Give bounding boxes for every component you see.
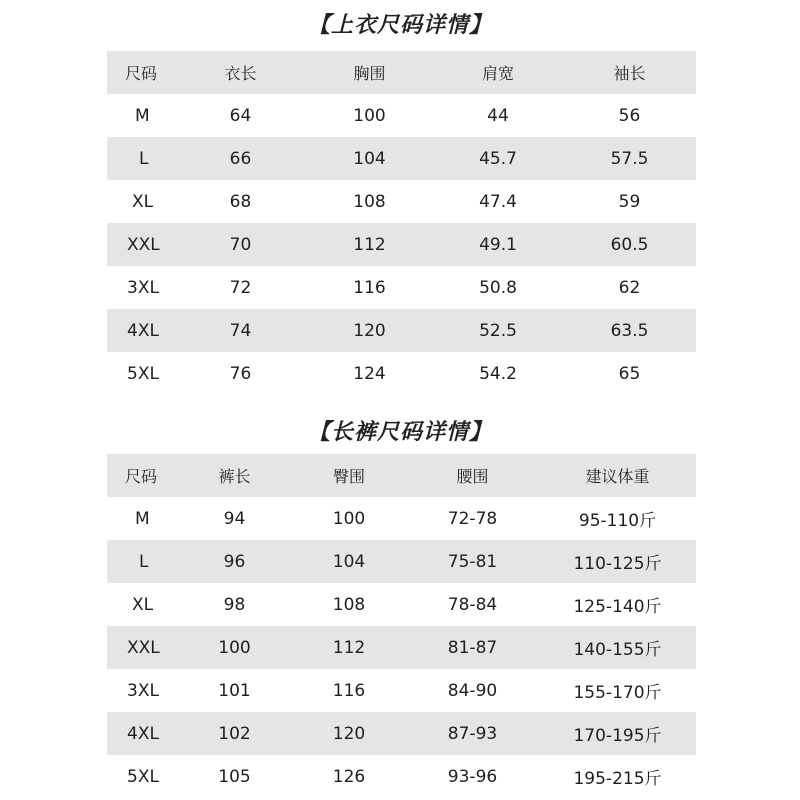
table-row (107, 352, 696, 395)
table-cell: 100 (332, 508, 366, 529)
table-row (107, 223, 696, 266)
table-cell: 60.5 (563, 223, 696, 266)
table-row (107, 583, 696, 626)
table-cell: 95-110斤 (578, 511, 657, 531)
table-row (107, 137, 696, 180)
table-cell: 81-87 (406, 626, 539, 669)
pants-size-title: 【长裤尺码详情】 (307, 420, 492, 445)
tops-size-title: 【上衣尺码详情】 (307, 13, 492, 38)
table-cell: 170-195斤 (539, 712, 696, 755)
size-cell: XL (132, 191, 154, 212)
size-cell: L (107, 540, 177, 583)
header-pant-length: 裤长 (177, 454, 292, 497)
table-row (107, 669, 696, 712)
table-cell: 126 (332, 766, 366, 787)
header-size: 尺码 (107, 454, 177, 497)
table-cell: 195-215斤 (573, 769, 662, 789)
table-cell: 112 (306, 223, 433, 266)
table-cell: 96 (177, 540, 292, 583)
table-row (107, 755, 696, 798)
table-cell: 74 (175, 309, 306, 352)
table-cell: 108 (353, 191, 386, 212)
table-row (107, 266, 696, 309)
header-suggested-weight: 建议体重 (539, 454, 696, 497)
table-cell: 66 (175, 137, 306, 180)
size-cell: XXL (107, 626, 177, 669)
header-chest: 胸围 (306, 51, 433, 94)
table-header-row (107, 51, 696, 94)
header-hip: 臀围 (292, 454, 406, 497)
table-cell: 75-81 (406, 540, 539, 583)
size-cell: M (135, 508, 150, 529)
table-row (107, 497, 696, 540)
table-cell: 65 (618, 363, 641, 384)
table-cell: 105 (218, 766, 251, 787)
table-cell: 104 (292, 540, 406, 583)
table-cell: 78-84 (447, 594, 498, 615)
table-cell: 104 (306, 137, 433, 180)
header-size: 尺码 (107, 51, 175, 94)
table-cell: 93-96 (447, 766, 498, 787)
table-cell: 125-140斤 (573, 597, 662, 617)
table-cell: 120 (306, 309, 433, 352)
table-cell: 101 (218, 680, 251, 701)
table-cell: 108 (332, 594, 366, 615)
table-cell: 57.5 (563, 137, 696, 180)
table-cell: 62 (618, 277, 641, 298)
table-cell: 72 (229, 277, 252, 298)
table-cell: 116 (332, 680, 366, 701)
table-cell: 98 (223, 594, 246, 615)
table-row (107, 540, 696, 583)
table-cell: 84-90 (447, 680, 498, 701)
table-cell: 100 (353, 105, 386, 126)
size-cell: 3XL (127, 680, 159, 701)
header-sleeve: 袖长 (563, 51, 696, 94)
size-cell: 4XL (107, 712, 177, 755)
tops-size-table (107, 51, 696, 395)
table-cell: 50.8 (479, 277, 517, 298)
size-cell: 4XL (107, 309, 175, 352)
table-cell: 72-78 (447, 508, 498, 529)
table-row (107, 309, 696, 352)
table-cell: 52.5 (433, 309, 563, 352)
table-row (107, 626, 696, 669)
table-cell: 63.5 (563, 309, 696, 352)
table-cell: 44 (487, 105, 509, 126)
table-cell: 140-155斤 (539, 626, 696, 669)
table-cell: 124 (353, 363, 386, 384)
table-cell: 64 (229, 105, 252, 126)
table-cell: 45.7 (433, 137, 563, 180)
table-cell: 102 (177, 712, 292, 755)
table-cell: 68 (229, 191, 252, 212)
size-cell: XL (132, 594, 154, 615)
table-cell: 49.1 (433, 223, 563, 266)
header-length: 衣长 (175, 51, 306, 94)
table-row (107, 180, 696, 223)
table-cell: 47.4 (479, 191, 517, 212)
table-cell: 70 (175, 223, 306, 266)
table-row (107, 712, 696, 755)
size-cell: 5XL (127, 766, 159, 787)
table-cell: 155-170斤 (573, 683, 662, 703)
table-cell: 120 (292, 712, 406, 755)
table-cell: 116 (353, 277, 386, 298)
table-cell: 112 (292, 626, 406, 669)
pants-size-table (107, 454, 696, 798)
table-cell: 100 (177, 626, 292, 669)
header-waist: 腰围 (406, 454, 539, 497)
size-cell: M (135, 105, 150, 126)
table-cell: 56 (618, 105, 641, 126)
table-cell: 110-125斤 (539, 540, 696, 583)
size-cell: 5XL (127, 363, 159, 384)
header-shoulder: 肩宽 (433, 51, 563, 94)
table-cell: 59 (618, 191, 641, 212)
table-cell: 54.2 (479, 363, 517, 384)
size-cell: 3XL (127, 277, 159, 298)
table-header-row (107, 454, 696, 497)
table-row (107, 94, 696, 137)
size-cell: L (107, 137, 175, 180)
table-cell: 76 (229, 363, 252, 384)
size-cell: XXL (107, 223, 175, 266)
table-cell: 94 (223, 508, 246, 529)
table-cell: 87-93 (406, 712, 539, 755)
